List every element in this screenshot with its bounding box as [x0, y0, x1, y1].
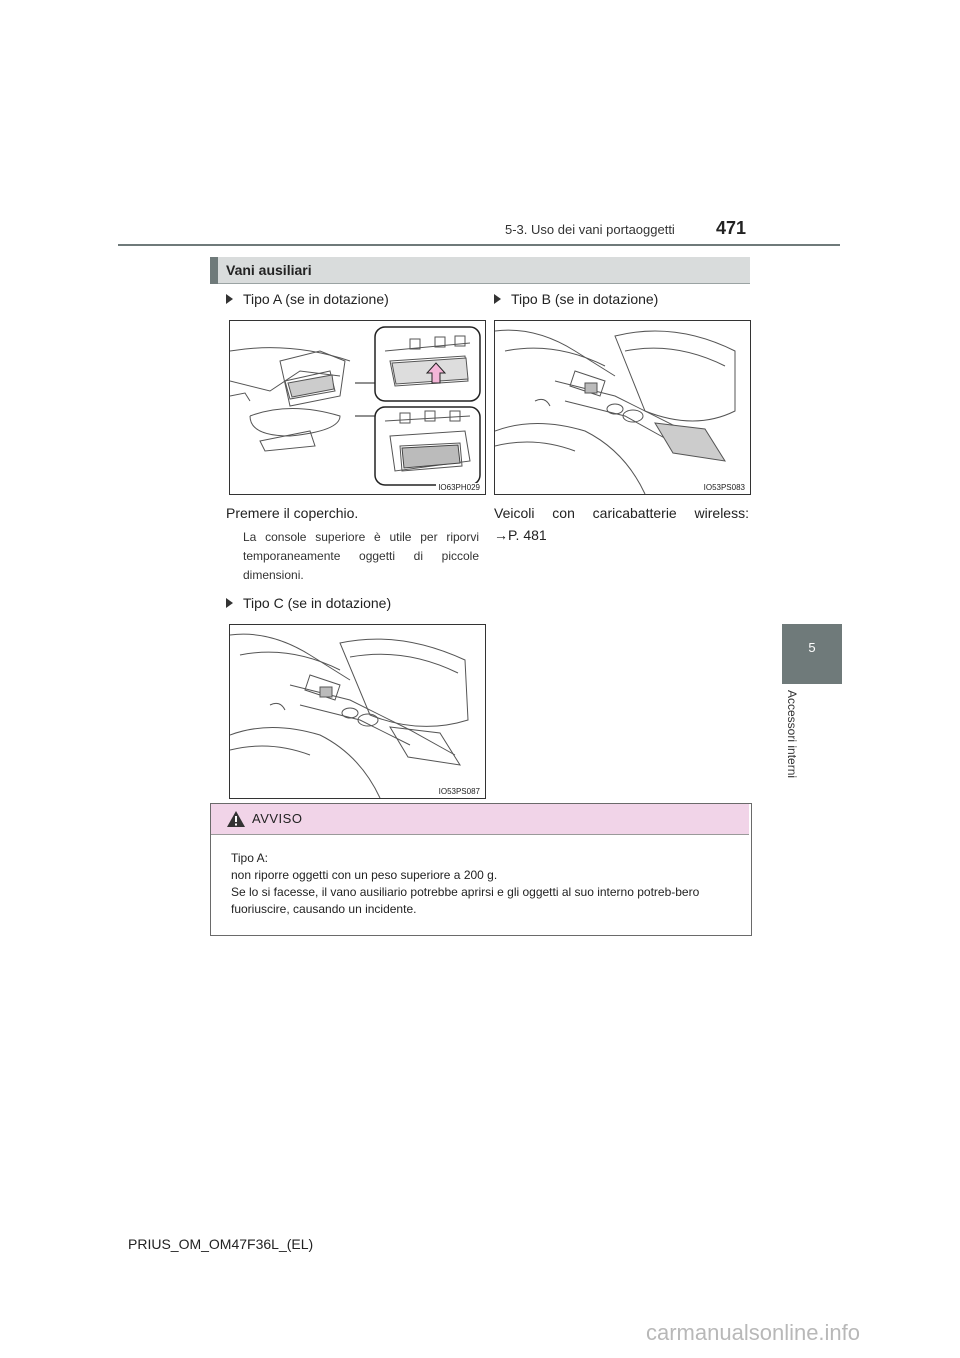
- bullet-triangle-icon: [494, 294, 501, 304]
- chapter-label: Accessori interni: [785, 690, 799, 779]
- figure-code-a: IO63PH029: [438, 483, 480, 492]
- type-b-reference[interactable]: →P. 481: [494, 527, 547, 543]
- section-title: Vani ausiliari: [226, 262, 312, 278]
- footer-watermark: carmanualsonline.info: [646, 1320, 861, 1345]
- type-c-label: Tipo C (se in dotazione): [243, 595, 392, 611]
- center-console-illustration: [495, 321, 750, 494]
- warning-line-3: Se lo si facesse, il vano ausiliario potrebbe aprirsi e gli oggetti al suo interno potreb-bero fuoriuscire, causando un incidente.: [231, 885, 700, 916]
- figure-type-a: [229, 320, 486, 495]
- chapter-number: 5: [808, 640, 816, 655]
- bullet-triangle-icon: [226, 598, 233, 608]
- warning-line-1: Tipo A:: [231, 851, 268, 865]
- page-number: 471: [716, 218, 747, 238]
- warning-line-2: non riporre oggetti con un peso superiore a 200 g.: [231, 868, 498, 882]
- section-bar-accent: [210, 257, 218, 284]
- figure-code-c: IO53PS087: [438, 787, 480, 796]
- overhead-console-illustration: [230, 321, 485, 494]
- type-b-text: Veicoli con caricabatterie wireless:: [494, 505, 749, 521]
- warning-body: [231, 850, 741, 918]
- type-a-note: La console superiore è utile per riporvi temporaneamente oggetti di piccole dimensioni.: [243, 530, 479, 582]
- header-section-title: 5-3. Uso dei vani portaoggetti: [505, 222, 675, 237]
- type-a-label: Tipo A (se in dotazione): [243, 291, 389, 307]
- footer-document-id: PRIUS_OM_OM47F36L_(EL): [128, 1236, 314, 1252]
- warning-title: AVVISO: [252, 811, 303, 826]
- figure-type-b: [494, 320, 751, 495]
- figure-code-b: IO53PS083: [703, 483, 745, 492]
- warning-triangle-icon: [226, 810, 246, 828]
- center-console-illustration: [230, 625, 485, 798]
- header-rule: [118, 244, 840, 246]
- figure-type-c: [229, 624, 486, 799]
- bullet-triangle-icon: [226, 294, 233, 304]
- type-b-label: Tipo B (se in dotazione): [511, 291, 659, 307]
- type-a-instruction: Premere il coperchio.: [226, 505, 359, 521]
